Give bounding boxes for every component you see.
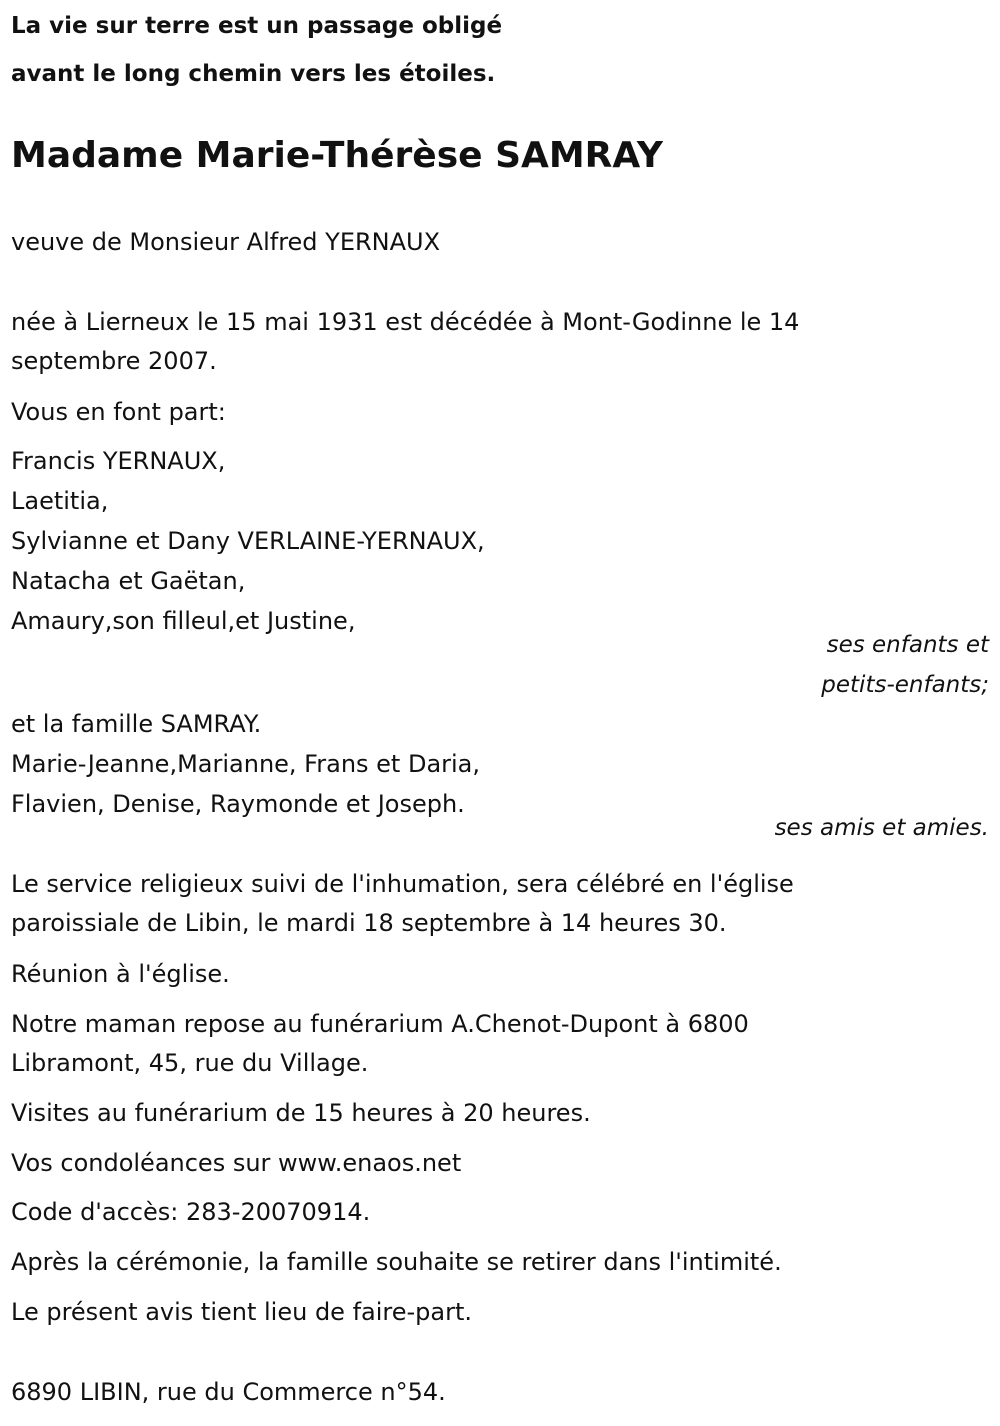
friends-label: ses amis et amies. (774, 815, 989, 841)
condolences-site: Vos condoléances sur www.enaos.net (11, 1149, 462, 1177)
visiting-hours: Visites au funérarium de 15 heures à 20 heures. (11, 1099, 591, 1127)
widow-of: veuve de Monsieur Alfred YERNAUX (11, 228, 441, 256)
birth-death-line-2: septembre 2007. (11, 347, 217, 375)
notice-statement: Le présent avis tient lieu de faire-part. (11, 1298, 473, 1326)
announcers-intro: Vous en font part: (11, 398, 226, 426)
samray-family: et la famille SAMRAY. (11, 710, 262, 738)
epigraph-line-1: La vie sur terre est un passage obligé (11, 13, 503, 39)
epigraph-line-2: avant le long chemin vers les étoiles. (11, 61, 496, 87)
meeting-info: Réunion à l'église. (11, 960, 230, 988)
family-label-1: ses enfants et (826, 632, 989, 658)
family-member: Natacha et Gaëtan, (11, 567, 246, 595)
service-line-1: Le service religieux suivi de l'inhumation, sera célébré en l'église (11, 870, 794, 898)
funeral-home-line-1: Notre maman repose au funérarium A.Chenot-Dupont à 6800 (11, 1010, 749, 1038)
family-member: Amaury,son filleul,et Justine, (11, 607, 356, 635)
intimacy-note: Après la cérémonie, la famille souhaite se retirer dans l'intimité. (11, 1248, 782, 1276)
family-address: 6890 LIBIN, rue du Commerce n°54. (11, 1378, 446, 1406)
family-member: Sylvianne et Dany VERLAINE-YERNAUX, (11, 527, 485, 555)
family-label-2: petits-enfants; (821, 672, 989, 698)
family-member: Francis YERNAUX, (11, 447, 226, 475)
family-member: Laetitia, (11, 487, 109, 515)
service-line-2: paroissiale de Libin, le mardi 18 septembre à 14 heures 30. (11, 909, 727, 937)
friends-line: Flavien, Denise, Raymonde et Joseph. (11, 790, 465, 818)
friends-line: Marie-Jeanne,Marianne, Frans et Daria, (11, 750, 481, 778)
birth-death-line-1: née à Lierneux le 15 mai 1931 est décédée à Mont-Godinne le 14 (11, 308, 800, 336)
deceased-name: Madame Marie-Thérèse SAMRAY (11, 135, 663, 176)
funeral-home-line-2: Libramont, 45, rue du Village. (11, 1049, 369, 1077)
access-code: Code d'accès: 283-20070914. (11, 1198, 371, 1226)
